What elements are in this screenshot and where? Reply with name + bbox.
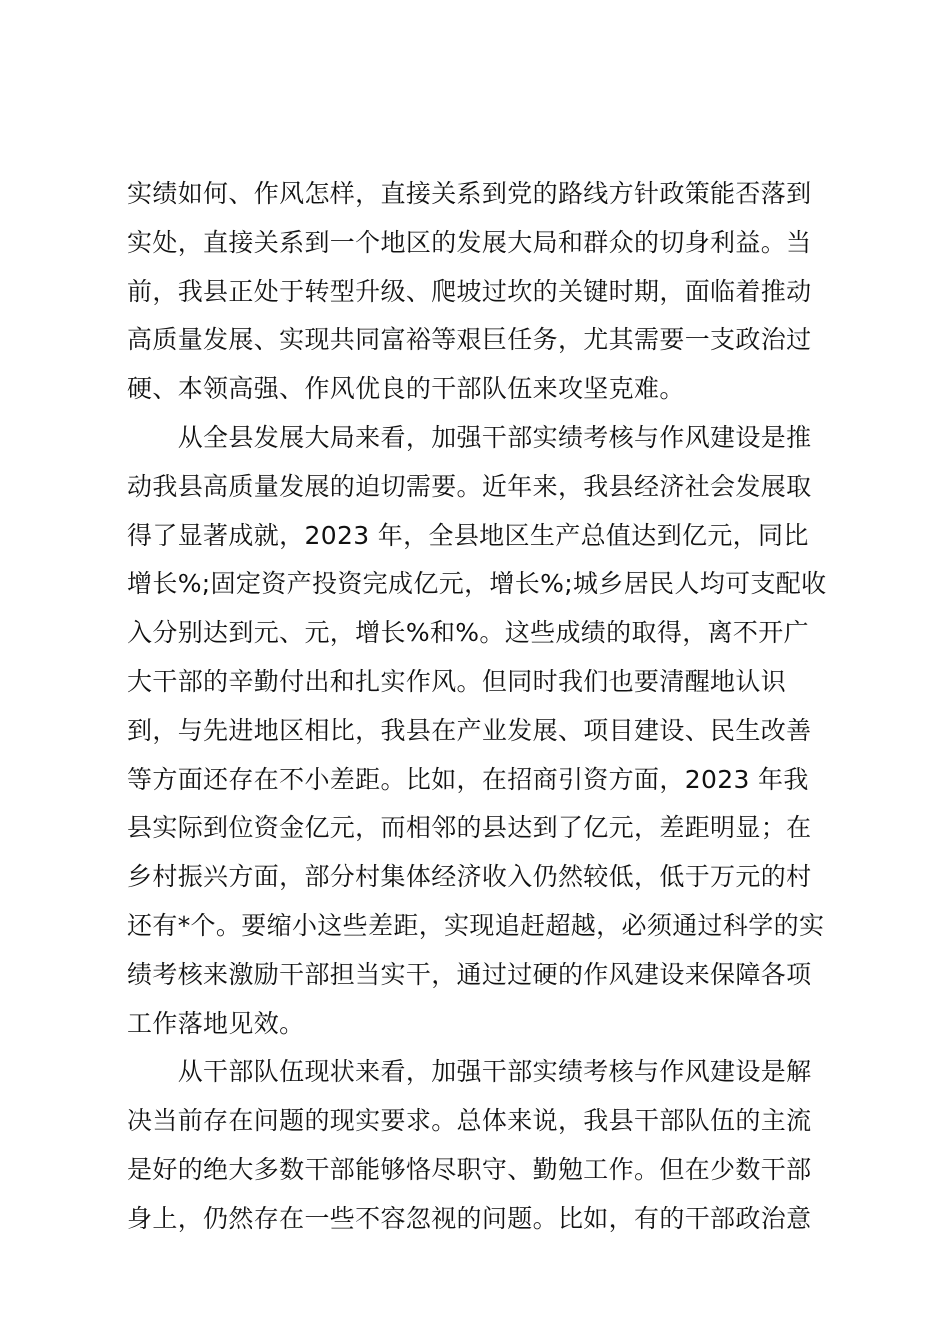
text-line: 得了显著成就，2023 年，全县地区生产总值达到亿元，同比 xyxy=(127,520,809,550)
text-line: 到，与先进地区相比，我县在产业发展、项目建设、民生改善 xyxy=(127,715,812,745)
text-line: 硬、本领高强、作风优良的干部队伍来攻坚克难。 xyxy=(127,374,685,404)
text-line: 入分别达到元、元，增长%和%。这些成绩的取得，离不开广 xyxy=(127,618,809,648)
text-line: 大干部的辛勤付出和扎实作风。但同时我们也要清醒地认识 xyxy=(127,666,787,696)
text-line: 乡村振兴方面，部分村集体经济收入仍然较低，低于万元的村 xyxy=(127,862,812,892)
text-line: 前，我县正处于转型升级、爬坡过坎的关键时期，面临着推动 xyxy=(127,276,812,306)
text-line: 从全县发展大局来看，加强干部实绩考核与作风建设是推 xyxy=(127,422,812,452)
text-line: 县实际到位资金亿元，而相邻的县达到了亿元，差距明显；在 xyxy=(127,813,812,843)
text-line: 绩考核来激励干部担当实干，通过过硬的作风建设来保障各项 xyxy=(127,959,812,989)
text-line: 从干部队伍现状来看，加强干部实绩考核与作风建设是解 xyxy=(127,1057,812,1087)
text-line: 动我县高质量发展的迫切需要。近年来，我县经济社会发展取 xyxy=(127,471,812,501)
text-line: 等方面还存在不小差距。比如，在招商引资方面，2023 年我 xyxy=(127,764,809,794)
text-line: 增长%;固定资产投资完成亿元，增长%;城乡居民人均可支配收 xyxy=(127,569,827,599)
body-text xyxy=(127,170,837,1244)
text-line: 还有*个。要缩小这些差距，实现追赶超越，必须通过科学的实 xyxy=(127,910,825,940)
text-line: 是好的绝大多数干部能够恪尽职守、勤勉工作。但在少数干部 xyxy=(127,1154,812,1184)
text-line: 决当前存在问题的现实要求。总体来说，我县干部队伍的主流 xyxy=(127,1106,812,1136)
text-line: 工作落地见效。 xyxy=(127,1008,305,1038)
text-line: 实处，直接关系到一个地区的发展大局和群众的切身利益。当 xyxy=(127,227,812,257)
text-line: 实绩如何、作风怎样，直接关系到党的路线方针政策能否落到 xyxy=(127,179,812,208)
text-line: 高质量发展、实现共同富裕等艰巨任务，尤其需要一支政治过 xyxy=(127,325,812,355)
text-line: 身上，仍然存在一些不容忽视的问题。比如，有的干部政治意 xyxy=(127,1203,812,1233)
